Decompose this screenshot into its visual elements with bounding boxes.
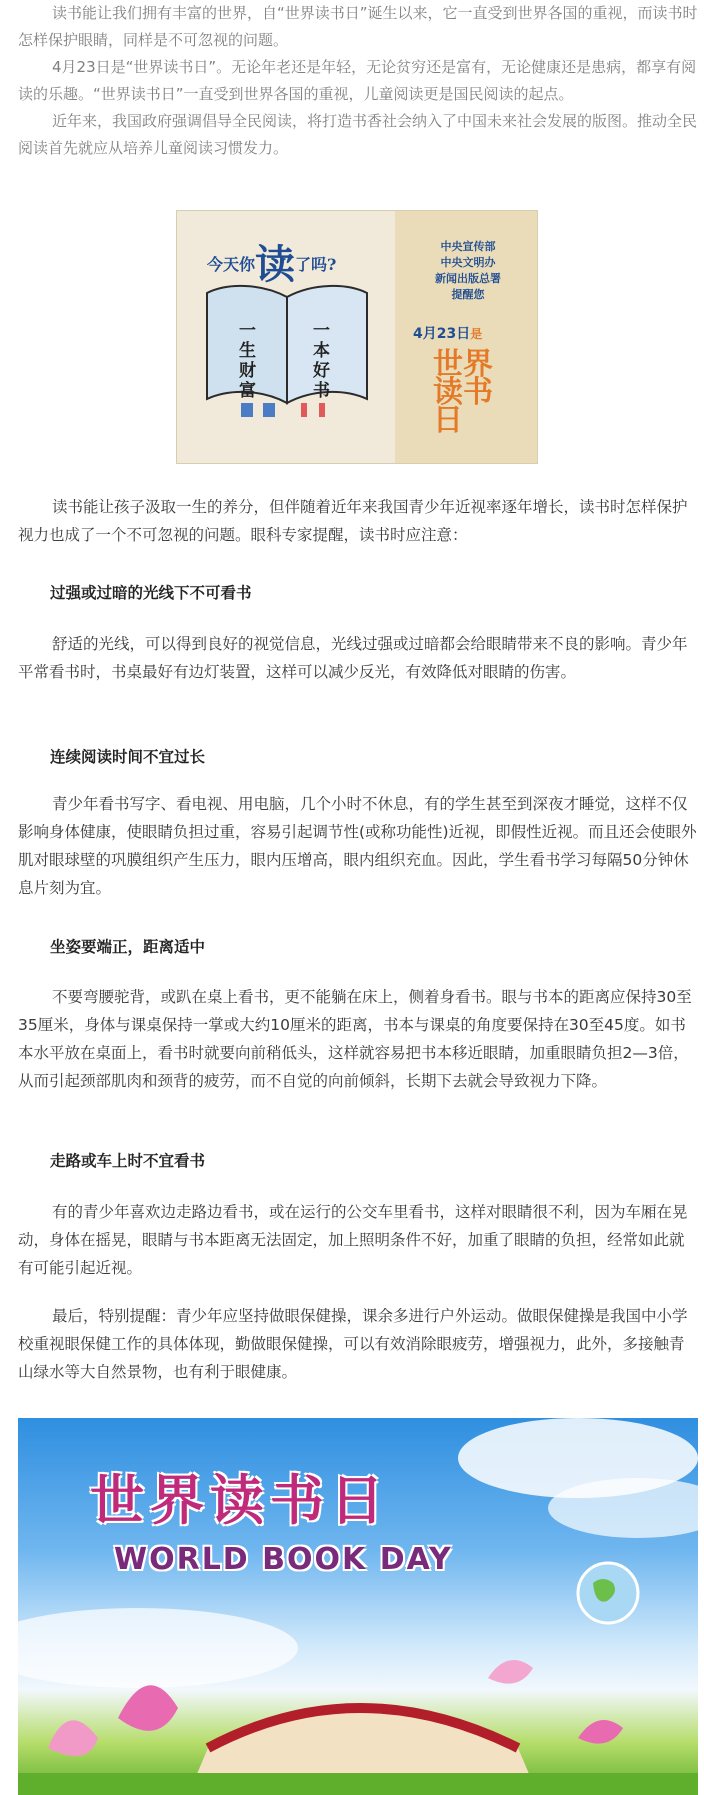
section-heading-2: 连续阅读时间不宜过长 <box>50 748 206 766</box>
poster-question-big: 读 <box>255 241 296 288</box>
article-paragraph <box>18 493 698 549</box>
poster-org-3: 新闻出版总署 <box>435 272 501 285</box>
section-text-3: 不要弯腰驼背，或趴在桌上看书，更不能躺在床上，侧着身看书。眼与书本的距离应保持30至35厘米，身体与课桌保持一掌或大约10厘米的距离，书本与课桌的角度要保持在30至45度。如书本水平放在桌面上，看书时就要向前稍低头，这样就容易把书本移近眼睛，加重眼睛负担2—3倍，从而引起颈部肌肉和颈背的疲劳，而不自觉的向前倾斜，长期下去就会导致视力下降。 <box>18 988 692 1090</box>
poster-date-suffix: 是 <box>470 327 483 341</box>
poster-organizations <box>413 239 523 303</box>
poster-world-book-day: 世界读书日 <box>433 347 493 438</box>
section-heading-3: 坐姿要端正，距离适中 <box>50 938 206 956</box>
intro-paragraph-2: 4月23日是“世界读书日”。无论年老还是年轻，无论贫穷还是富有，无论健康还是患病，都享有阅读的乐趣。“世界读书日”一直受到世界各国的重视，儿童阅读更是国民阅读的起点。 <box>18 58 697 103</box>
open-book-illustration <box>201 279 373 419</box>
section-heading-1: 过强或过暗的光线下不可看书 <box>50 584 252 602</box>
intro-paragraph-1: 读书能让我们拥有丰富的世界，自“世界读书日”诞生以来，它一直受到世界各国的重视，而读书时怎样保护眼睛，同样是不可忽视的问题。 <box>18 4 698 49</box>
poster-question-suffix: 了吗? <box>295 255 337 274</box>
poster-org-2: 中央文明办 <box>440 256 496 269</box>
section-body-4 <box>18 1198 698 1282</box>
section-text-1: 舒适的光线，可以得到良好的视觉信息，光线过强或过暗都会给眼睛带来不良的影响。青少年平常看书时，书桌最好有边灯装置，这样可以减少反光，有效降低对眼睛的伤害。 <box>18 635 688 681</box>
book-left-text: 一生财富 <box>239 321 256 401</box>
world-book-day-banner <box>18 1418 698 1795</box>
section-body-2 <box>18 790 698 902</box>
book-right-text: 一本好书 <box>313 321 330 401</box>
section-body-3 <box>18 983 698 1095</box>
section-text-4: 有的青少年喜欢边走路边看书，或在运行的公交车里看书，这样对眼睛很不利，因为车厢在晃动，身体在摇晃，眼睛与书本距离无法固定，加上照明条件不好，加重了眼睛的负担，经常如此就有可能引起近视。 <box>18 1203 688 1277</box>
poster-question-prefix: 今天你 <box>207 255 256 274</box>
paragraph-intro2: 读书能让孩子汲取一生的养分，但伴随着近年来我国青少年近视率逐年增长，读书时怎样保护视力也成了一个不可忽视的问题。眼科专家提醒，读书时应注意： <box>18 498 688 544</box>
banner-title: 世界读书日 <box>90 1468 390 1532</box>
section-body-1 <box>18 630 698 686</box>
section-heading-4: 走路或车上时不宜看书 <box>50 1152 206 1170</box>
intro-paragraph-3: 近年来，我国政府强调倡导全民阅读，将打造书香社会纳入了中国未来社会发展的版图。推动全民阅读首先就应从培养儿童阅读习惯发力。 <box>18 112 698 157</box>
poster-org-1: 中央宣传部 <box>440 240 496 253</box>
intro-block <box>18 0 698 162</box>
closing-block <box>18 1302 698 1386</box>
poster-org-4: 提醒您 <box>451 288 485 301</box>
banner-subtitle: WORLD BOOK DAY <box>114 1542 453 1577</box>
closing-paragraph: 最后，特别提醒：青少年应坚持做眼保健操，课余多进行户外运动。做眼保健操是我国中小学校重视眼保健工作的具体体现，勤做眼保健操，可以有效消除眼疲劳，增强视力，此外，多接触青山绿水等大自然景物，也有利于眼健康。 <box>18 1307 688 1381</box>
reading-day-poster <box>176 210 538 464</box>
poster-date-value: 4月23日 <box>413 326 471 342</box>
section-text-2: 青少年看书写字、看电视、用电脑，几个小时不休息，有的学生甚至到深夜才睡觉，这样不仅影响身体健康，使眼睛负担过重，容易引起调节性(或称功能性)近视，即假性近视。而且还会使眼外肌对眼球壁的巩膜组织产生压力，眼内压增高，眼内组织充血。因此，学生看书学习每隔50分钟休息片刻为宜。 <box>18 795 697 897</box>
poster-date <box>413 323 482 343</box>
